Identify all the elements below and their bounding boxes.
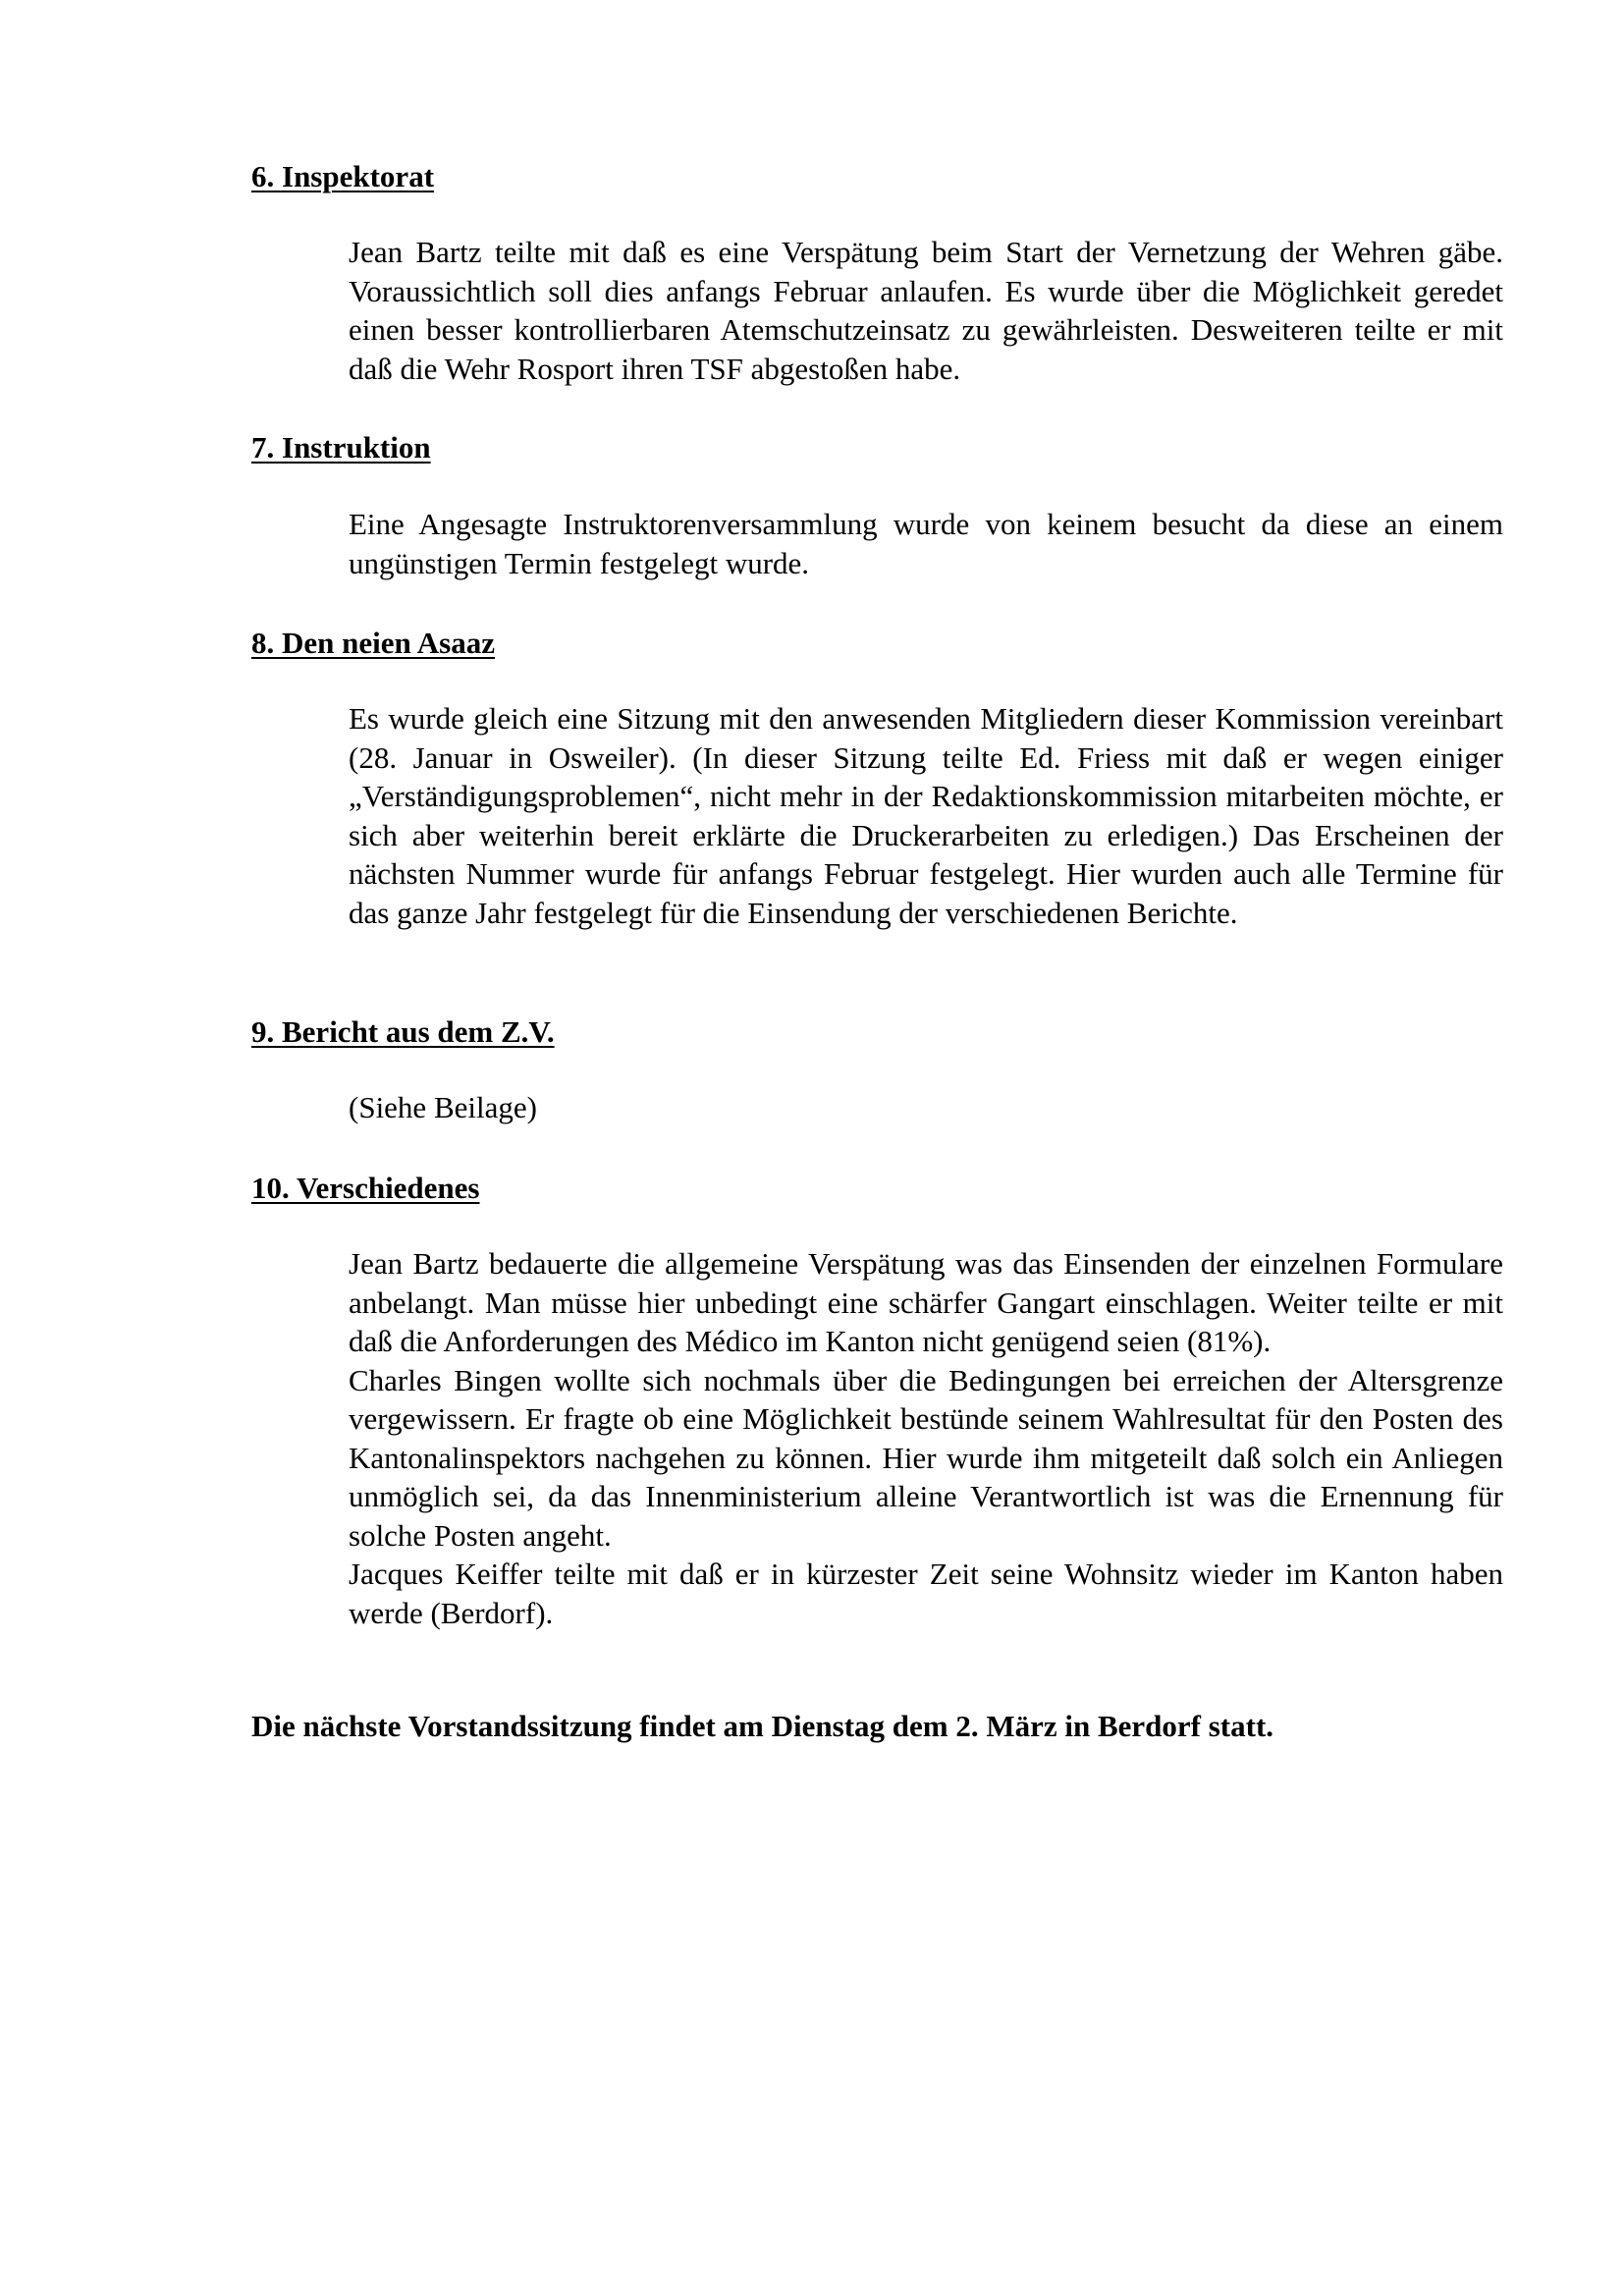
paragraph: (Siehe Beilage) <box>349 1090 537 1124</box>
section-body-bericht-zv <box>349 1088 1503 1127</box>
section-body-den-neien-asaaz <box>349 699 1503 932</box>
section-body-instruktion <box>349 505 1503 582</box>
paragraph: Jacques Keiffer teilte mit daß er in kürzester Zeit seine Wohnsitz wieder im Kanton haben werde (Berdorf). <box>349 1557 1503 1630</box>
section-heading-bericht-zv: 9. Bericht aus dem Z.V. <box>251 1014 555 1049</box>
section-body-inspektorat <box>349 233 1503 388</box>
section-body-verschiedenes <box>349 1244 1503 1632</box>
section-heading-verschiedenes: 10. Verschiedenes <box>251 1171 480 1205</box>
section-heading-instruktion: 7. Instruktion <box>251 430 431 465</box>
paragraph: Jean Bartz teilte mit daß es eine Verspätung beim Start der Vernetzung der Wehren gäbe. Voraussichtlich soll dies anfangs Februar anlaufen. Es wurde über die Möglichkeit geredet einen besser kontrollierbaren Atemschutzeinsatz zu gewährleisten. Desweiteren teilte er mit daß die Wehr Rosport ihren TSF abgestoßen habe. <box>349 235 1503 386</box>
paragraph: Jean Bartz bedauerte die allgemeine Verspätung was das Einsenden der einzelnen Formulare anbelangt. Man müsse hier unbedingt eine schärfer Gangart einschlagen. Weiter teilte er mit daß die Anforderungen des Médico im Kanton nicht genügend seien (81%). <box>349 1246 1503 1358</box>
next-meeting-notice: Die nächste Vorstandssitzung findet am Dienstag dem 2. März in Berdorf statt. <box>251 1709 1274 1743</box>
section-heading-inspektorat: 6. Inspektorat <box>251 159 435 193</box>
section-heading-den-neien-asaaz: 8. Den neien Asaaz <box>251 626 495 660</box>
paragraph: Eine Angesagte Instruktorenversammlung wurde von keinem besucht da diese an einem ungünstigen Termin festgelegt wurde. <box>349 507 1503 580</box>
paragraph: Charles Bingen wollte sich nochmals über die Bedingungen bei erreichen der Altersgrenze vergewissern. Er fragte ob eine Möglichkeit bestünde seinem Wahlresultat für den Posten des Kantonalinspektors nachgehen zu können. Hier wurde ihm mitgeteilt daß solch ein Anliegen unmöglich sei, da das Innenministerium alleine Verantwortlich ist was die Ernennung für solche Posten angeht. <box>349 1362 1503 1553</box>
paragraph: Es wurde gleich eine Sitzung mit den anwesenden Mitgliedern dieser Kommission vereinbart (28. Januar in Osweiler). (In dieser Sitzung teilte Ed. Friess mit daß er wegen einiger „Verständigungsproblemen“, nicht mehr in der Redaktionskommission mitarbeiten möchte, er sich aber weiterhin bereit erklärte die Druckerarbeiten zu erledigen.) Das Erscheinen der nächsten Nummer wurde für anfangs Februar festgelegt. Hier wurden auch alle Termine für das ganze Jahr festgelegt für die Einsendung der verschiedenen Berichte. <box>349 701 1503 930</box>
